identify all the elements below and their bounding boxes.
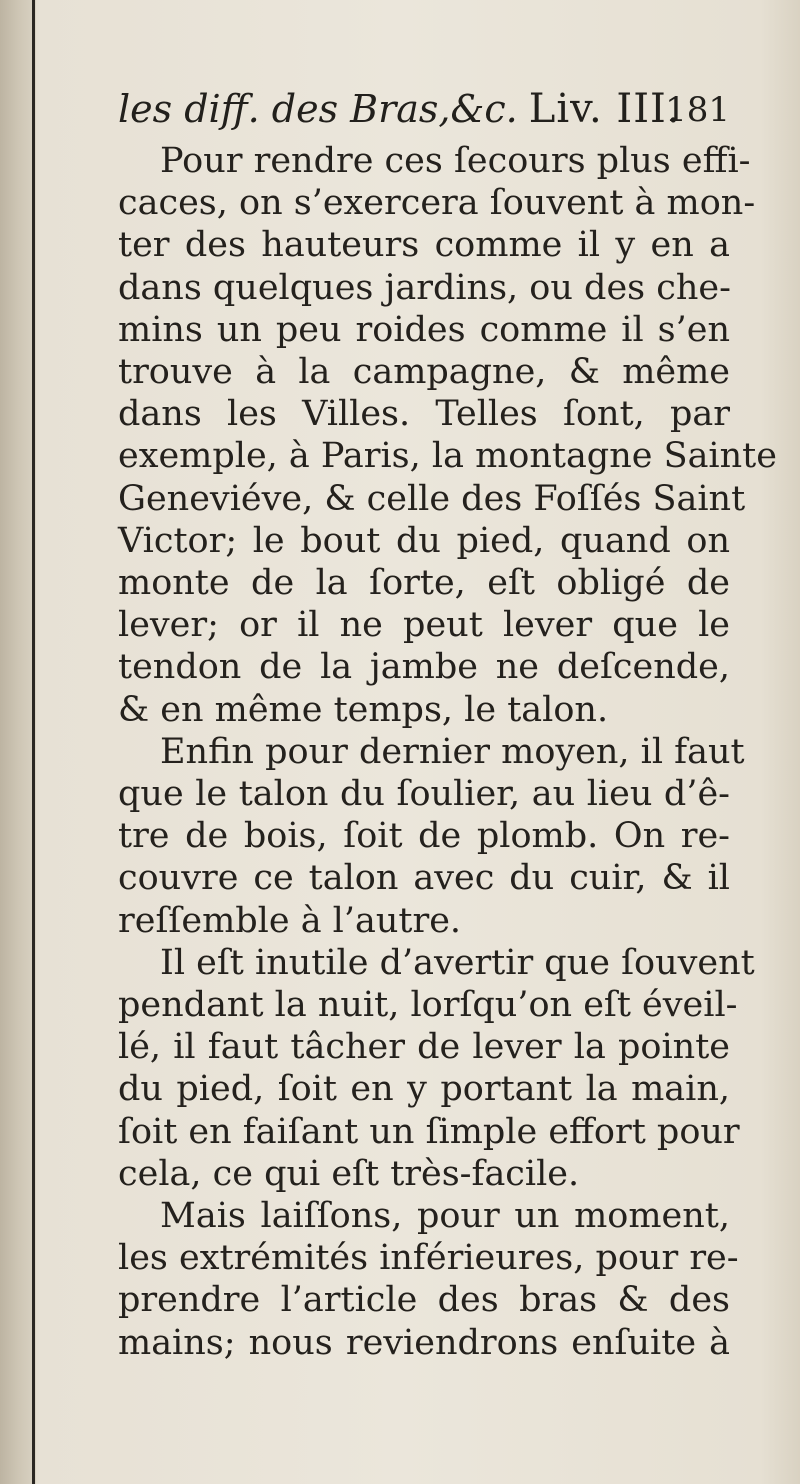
text-line: reſſemble à l’autre. (118, 900, 462, 941)
text-line: Victor; le bout du pied, quand on (118, 520, 730, 561)
page-number: 181 (665, 90, 730, 130)
running-head (118, 86, 738, 142)
text-line: caces, on s’exercera ſouvent à mon- (118, 183, 756, 224)
text-line: tre de bois, ſoit de plomb. On re- (118, 816, 730, 857)
text-line: ter des hauteurs comme il y en a (118, 225, 730, 266)
text-line: Mais laiſſons, pour un moment, (160, 1196, 730, 1237)
text-line: & en même temps, le talon. (118, 689, 609, 730)
page-binding-edge (0, 0, 36, 1484)
text-line: que le talon du ſoulier, au lieu d’ê- (118, 774, 730, 815)
binding-shadow-line (32, 0, 35, 1484)
text-line: lever; or il ne peut lever que le (118, 605, 730, 646)
text-line: ſoit en faiſant un ſimple effort pour (118, 1111, 740, 1152)
text-line: prendre l’article des bras & des (118, 1280, 730, 1321)
text-line: lé, il faut tâcher de lever la pointe (118, 1027, 730, 1068)
text-line: pendant la nuit, lorſqu’on eſt éveil- (118, 985, 738, 1026)
running-head-title: les diff. des Bras,&c. (118, 87, 518, 131)
text-line: exemple, à Paris, la montagne Sainte (118, 436, 777, 477)
text-line: couvre ce talon avec du cuir, & il (118, 858, 730, 899)
text-line: dans quelques jardins, ou des che- (118, 267, 731, 308)
text-line: les extrémités inférieures, pour re- (118, 1238, 739, 1279)
text-line: dans les Villes. Telles ſont, par (118, 394, 730, 435)
text-line: mins un peu roides comme il s’en (118, 309, 730, 350)
text-line: tendon de la jambe ne deſcende, (118, 647, 730, 688)
text-line: mains; nous reviendrons enſuite à (118, 1322, 730, 1363)
running-head-book: Liv. III. (528, 86, 681, 132)
text-line: Il eſt inutile d’avertir que ſouvent (160, 942, 755, 983)
text-line: trouve à la campagne, & même (118, 352, 730, 393)
text-line: Geneviéve, & celle des Foſſés Saint (118, 478, 746, 519)
text-line: du pied, ſoit en y portant la main, (118, 1069, 730, 1110)
text-line: cela, ce qui eſt très-facile. (118, 1153, 580, 1194)
text-line: monte de la ſorte, eſt obligé de (118, 563, 730, 604)
text-line: Enfin pour dernier moyen, il faut (160, 731, 745, 772)
body-text (118, 140, 777, 1364)
text-line: Pour rendre ces ſecours plus effi- (160, 141, 751, 181)
